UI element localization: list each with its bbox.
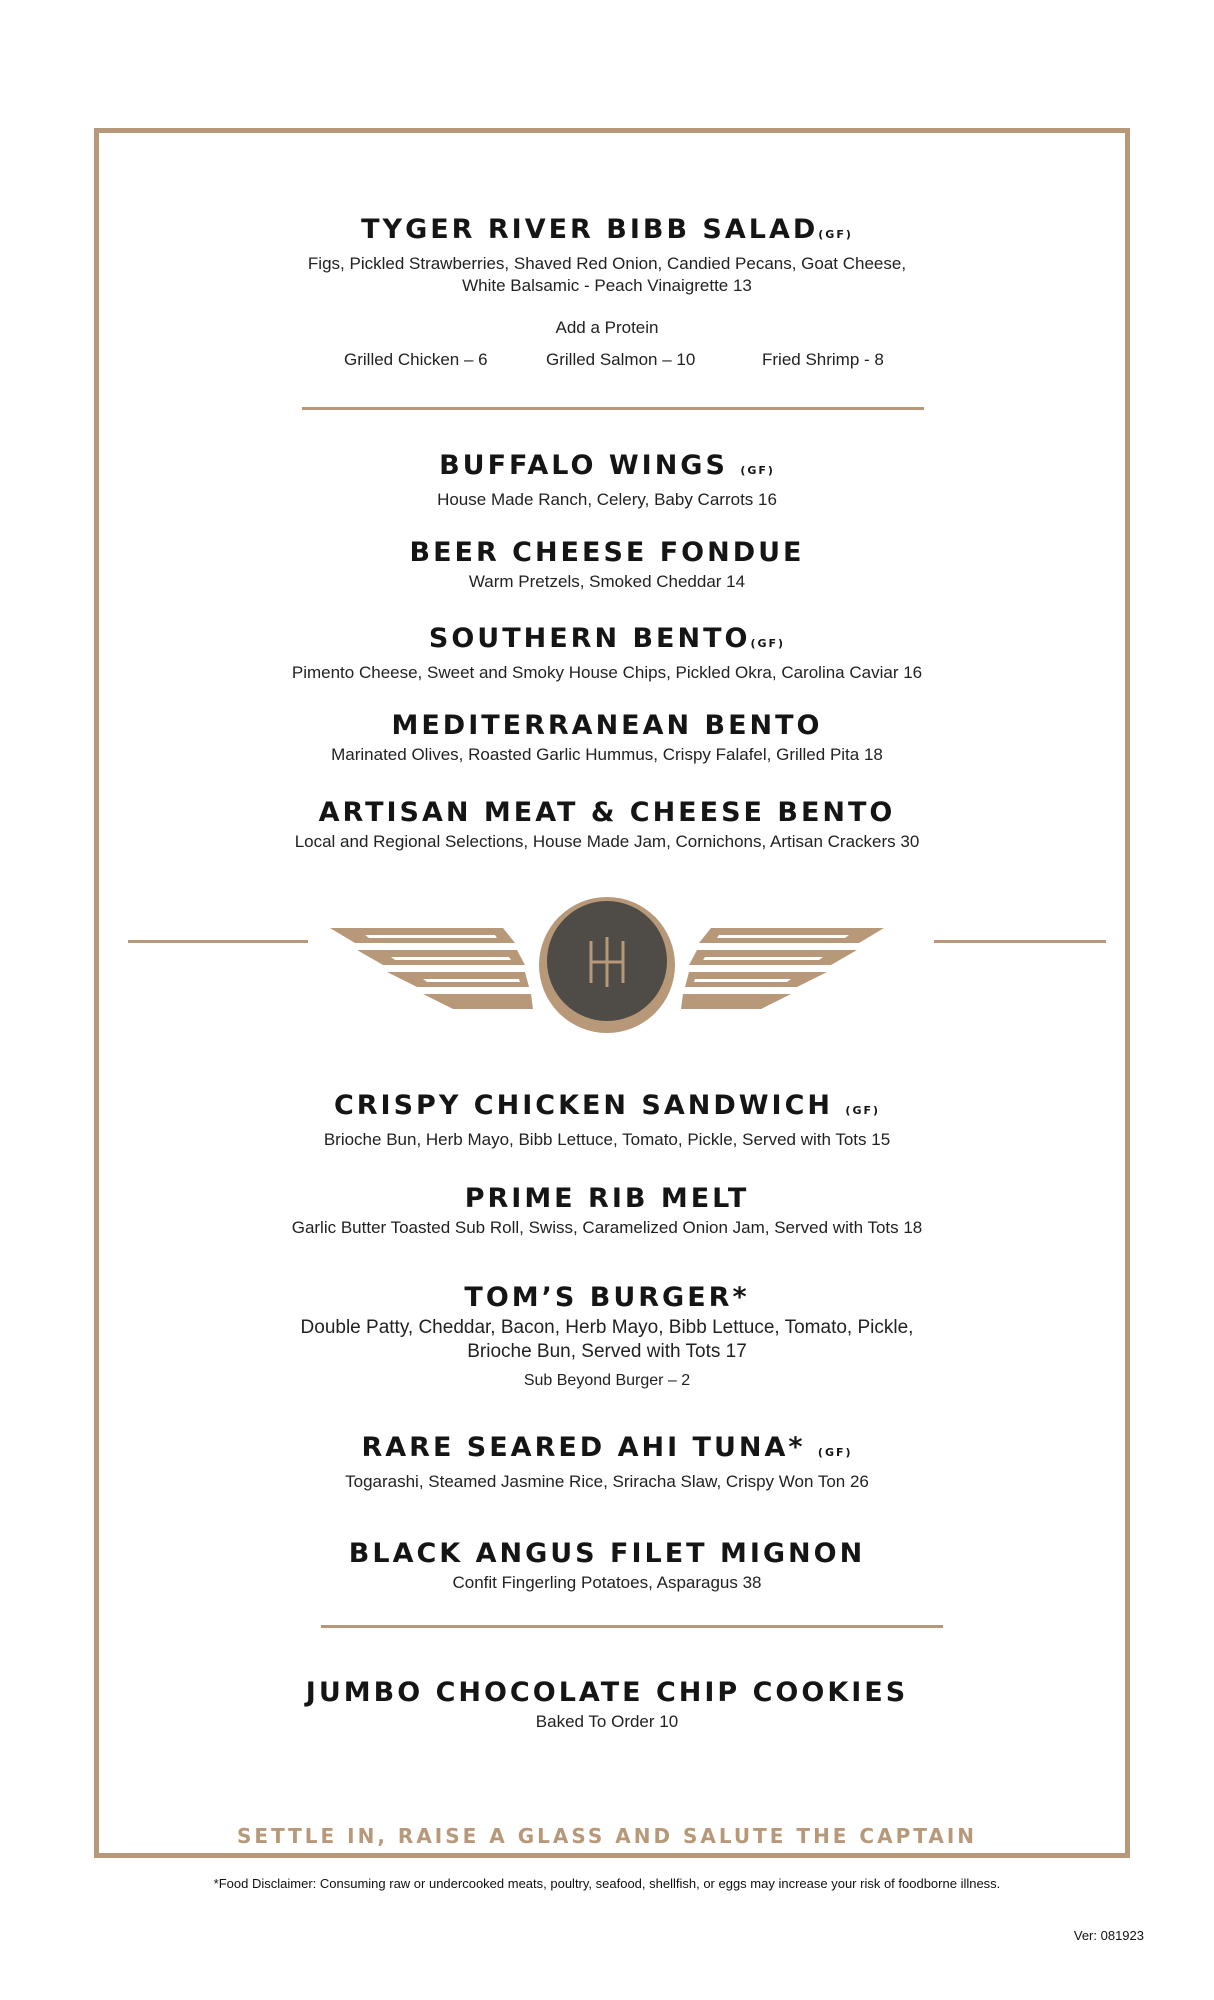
item-description: Baked To Order 10 — [535, 1712, 679, 1731]
section-divider — [302, 407, 924, 410]
logo-banner-text: CAPTAIN — [560, 1033, 654, 1051]
item-description: Warm Pretzels, Smoked Cheddar 14 — [468, 572, 746, 591]
version-label: Ver: 081923 — [1073, 1928, 1144, 1943]
gluten-free-badge: (GF) — [750, 637, 786, 650]
item-description: Garlic Butter Toasted Sub Roll, Swiss, Caramelized Onion Jam, Served with Tots 18 — [291, 1218, 923, 1237]
item-description: Brioche Bun, Herb Mayo, Bibb Lettuce, Tomato, Pickle, Served with Tots 15 — [323, 1130, 891, 1149]
protein-option: Fried Shrimp - 8 — [762, 350, 884, 369]
item-description: Pimento Cheese, Sweet and Smoky House Chips, Pickled Okra, Carolina Caviar 16 — [291, 663, 923, 682]
captain-wings-logo — [325, 895, 889, 1065]
menu-item — [0, 537, 1214, 593]
menu-item — [0, 1432, 1214, 1493]
item-name: BLACK ANGUS FILET MIGNON — [348, 1538, 866, 1569]
protein-option: Grilled Chicken – 6 — [344, 350, 488, 369]
menu-item-dessert — [0, 1677, 1214, 1733]
item-name: SOUTHERN BENTO(GF) — [428, 623, 786, 654]
right-wing-icon — [681, 928, 884, 1009]
item-name: TYGER RIVER BIBB SALAD(GF) — [361, 214, 853, 245]
item-description: Marinated Olives, Roasted Garlic Hummus, Crispy Falafel, Grilled Pita 18 — [331, 745, 883, 764]
menu-item — [0, 797, 1214, 853]
item-name: PRIME RIB MELT — [464, 1183, 750, 1214]
menu-item — [0, 623, 1214, 684]
gluten-free-badge: (GF) — [817, 1446, 853, 1459]
left-wing-icon — [330, 928, 533, 1009]
item-name: MEDITERRANEAN BENTO — [391, 710, 823, 741]
gluten-free-badge: (GF) — [740, 464, 775, 477]
item-description: Confit Fingerling Potatoes, Asparagus 38 — [452, 1573, 762, 1592]
menu-item — [0, 1183, 1214, 1239]
menu-item — [0, 1282, 1214, 1390]
menu-item — [0, 710, 1214, 766]
item-description: Local and Regional Selections, House Made Jam, Cornichons, Artisan Crackers 30 — [294, 832, 920, 851]
gluten-free-badge: (GF) — [818, 228, 853, 241]
item-name: RARE SEARED AHI TUNA* (GF) — [361, 1432, 853, 1463]
item-description: Double Patty, Cheddar, Bacon, Herb Mayo, Bibb Lettuce, Tomato, Pickle, Brioche Bun, Served with Tots 17 — [300, 1317, 914, 1362]
item-description: Figs, Pickled Strawberries, Shaved Red Onion, Candied Pecans, Goat Cheese, White Balsamic - Peach Vinaigrette 13 — [307, 254, 907, 295]
item-description: House Made Ranch, Celery, Baby Carrots 16 — [437, 490, 777, 509]
menu-item — [0, 450, 1214, 511]
tagline: SETTLE IN, RAISE A GLASS AND SALUTE THE CAPTAIN — [237, 1824, 977, 1848]
gluten-free-badge: (GF) — [845, 1104, 881, 1117]
item-name: BUFFALO WINGS (GF) — [439, 450, 775, 481]
food-disclaimer: *Food Disclaimer: Consuming raw or undercooked meats, poultry, seafood, shellfish, or eggs may increase your risk of foodborne illness. — [213, 1876, 1001, 1891]
item-name: CRISPY CHICKEN SANDWICH (GF) — [333, 1090, 881, 1121]
item-name: ARTISAN MEAT & CHEESE BENTO — [318, 797, 896, 828]
menu-item-salad — [0, 214, 1214, 297]
item-name: JUMBO CHOCOLATE CHIP COOKIES — [305, 1677, 909, 1708]
item-note: Sub Beyond Burger – 2 — [523, 1372, 691, 1389]
logo-divider-right — [934, 940, 1106, 943]
logo-divider-left — [128, 940, 308, 943]
menu-item — [0, 1538, 1214, 1594]
protein-heading: Add a Protein — [555, 318, 659, 337]
item-description: Togarashi, Steamed Jasmine Rice, Sriracha Slaw, Crispy Won Ton 26 — [345, 1472, 869, 1491]
menu-item — [0, 1090, 1214, 1151]
item-name: TOM’S BURGER* — [464, 1282, 750, 1313]
item-name: BEER CHEESE FONDUE — [409, 537, 805, 568]
section-divider — [321, 1625, 943, 1628]
protein-option: Grilled Salmon – 10 — [546, 350, 696, 369]
